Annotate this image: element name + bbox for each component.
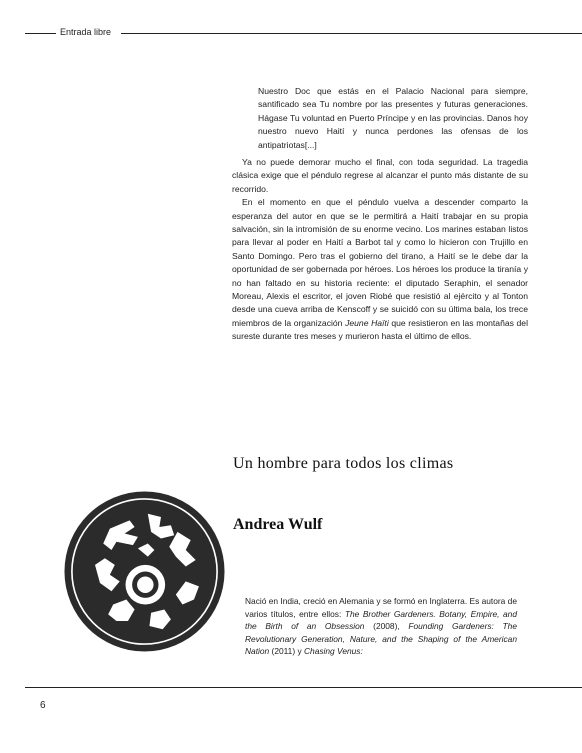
- bio-text-2: (2008),: [364, 621, 409, 632]
- header-rule-left: [25, 33, 56, 34]
- header-rule-right: [121, 33, 582, 34]
- footer-rule: [25, 687, 582, 688]
- author-name: Andrea Wulf: [233, 516, 323, 533]
- organization-name: Jeune Haïti: [345, 317, 389, 328]
- page-number: 6: [40, 700, 46, 711]
- bio-text-3: (2011) y: [269, 646, 304, 657]
- body-text: [232, 156, 528, 344]
- body-paragraph-2-part-a: En el momento en que el péndulo vuelva a descender comparto la esperanza del autor en que se le permitirá a Haití trabajar en su propia salvación, sin la intromisión de su enorme vecino. Los marines estaban listos para llevar al poder en Haití a Barbot tal y como lo hicieron con Trujillo en Santo Domingo. Pero tras el gobierno del tirano, a Haití se le debe dar la oportunidad de ser gobernada por héroes. Los héroes los produce la tiranía y no han faltado en su historia reciente: el diputado Seraphin, el senador Moreau, Alexis el escritor, el joven Riobé que resistió al ejército y al Tonton desde una cueva arriba de Kenscoff y se suicidó con su última bala, los trece miembros de la organización: [232, 197, 528, 328]
- article-title: Un hombre para todos los climas: [233, 455, 454, 472]
- bio-text-1: Nació en India, creció en Alemania y se formó en Inglaterra. Es autora de varios títulos, entre ellos:: [245, 596, 517, 619]
- section-label: Entrada libre: [60, 27, 112, 37]
- block-quote: [258, 85, 528, 152]
- quote-text: Nuestro Doc que estás en el Palacio Nacional para siempre, santificado sea Tu nombre por las presentes y futuras generaciones. Hágase Tu voluntad en Puerto Príncipe y en las provincias. Danos hoy nuestro nuevo Haití y nunca perdones las ofensas de los antipatriotas[...]: [258, 86, 528, 150]
- body-paragraph-1: Ya no puede demorar mucho el final, con toda seguridad. La tragedia clásica exige que el péndulo regrese al alcanzar el punto más distante de su recorrido.: [232, 157, 528, 194]
- author-bio: [245, 595, 517, 658]
- bio-book-3: Chasing Venus:: [303, 646, 363, 657]
- glyph-emblem-icon: [62, 489, 227, 654]
- bio-book-2: Founding Gardeners: The Revolutionary Generation, Nature, and the Shaping of the American Nation: [245, 621, 517, 657]
- bio-book-1: The Brother Gardeners. Botany, Empire, and the Birth of an Obsession: [245, 608, 518, 632]
- body-paragraph-2-part-b: que resistieron en las montañas del sureste durante tres meses y murieron hasta el último de ellos.: [232, 317, 528, 342]
- body-paragraph-2: [232, 196, 528, 343]
